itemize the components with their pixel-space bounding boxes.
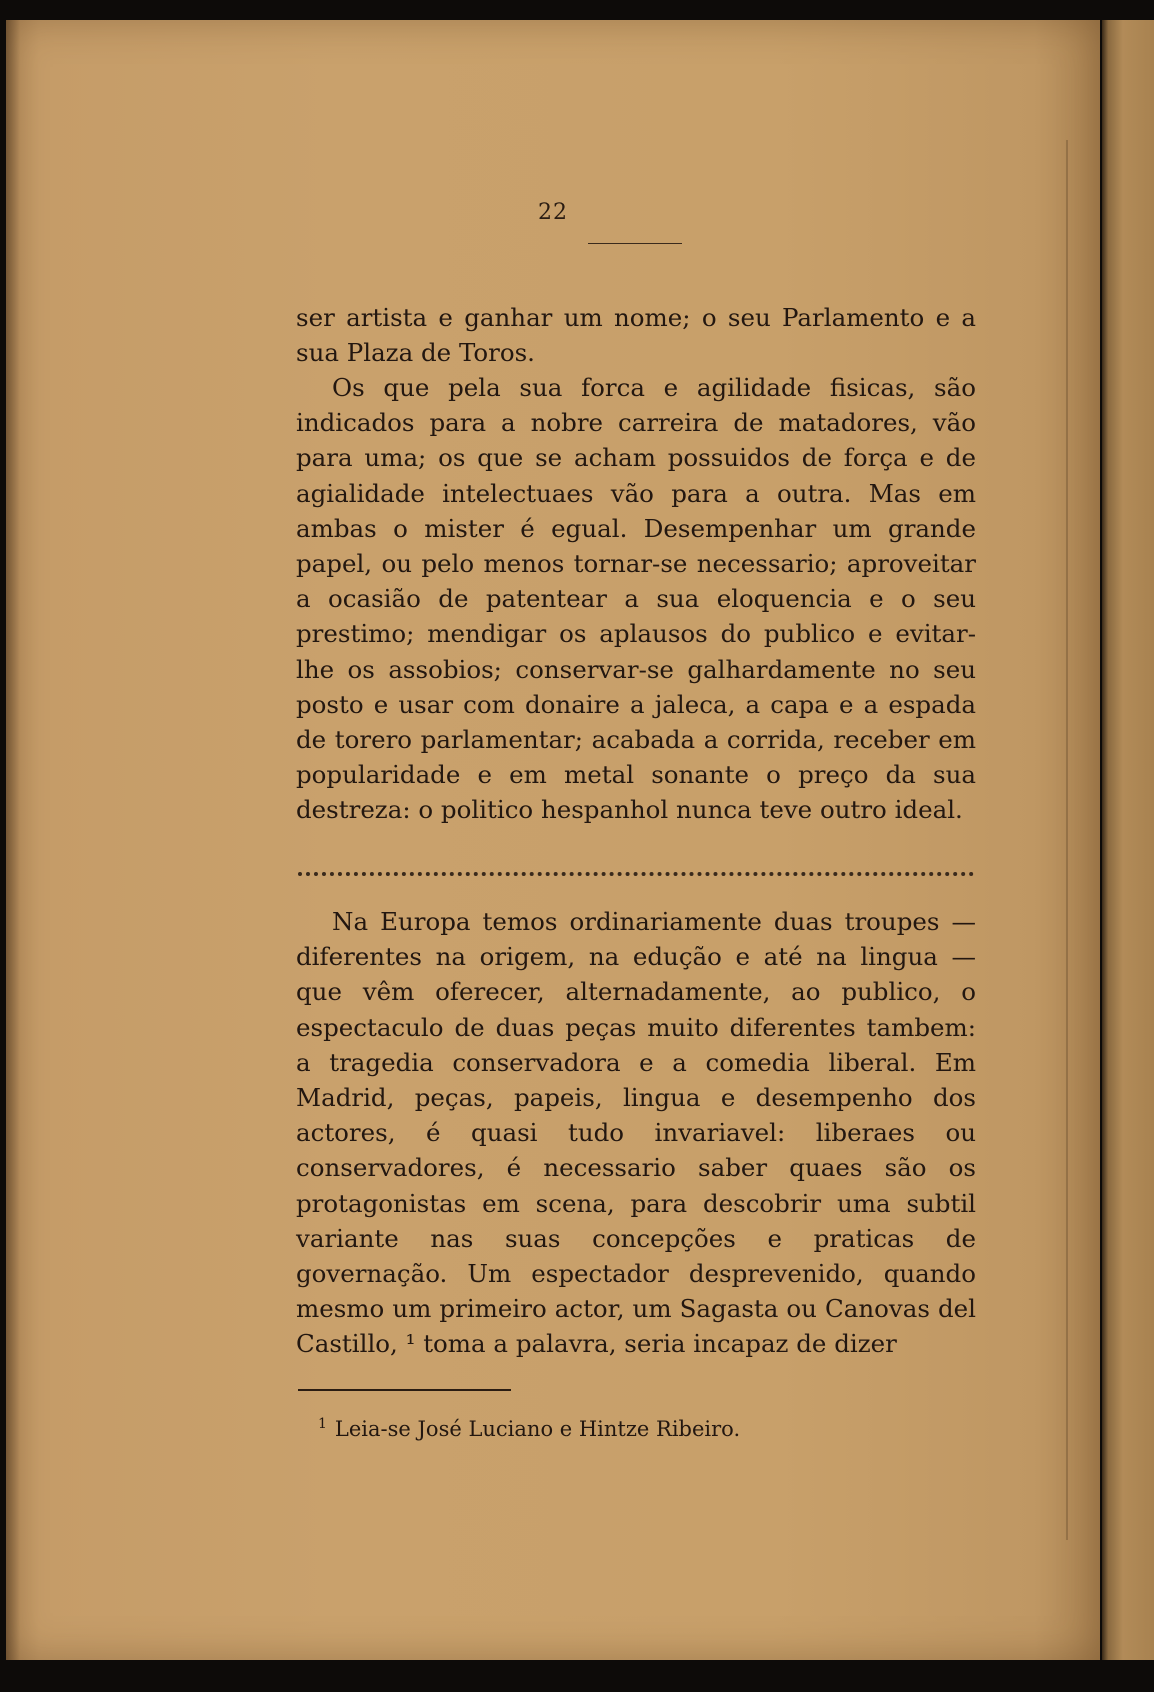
page-edge-shadow: [1066, 140, 1068, 1540]
paragraph-3: [296, 904, 976, 1362]
footnote: [318, 1410, 958, 1443]
paragraph-1: [296, 300, 976, 370]
adjacent-page-edge: [1102, 20, 1154, 1660]
page-number-rule: [588, 243, 682, 244]
page-number: 22: [538, 200, 568, 225]
paragraph-3-text: Na Europa temos ordinariamente duas troupes — diferentes na origem, na edução e até na lingua — que vêm oferecer, alternadamente, ao publico, o espectaculo de duas peças muito diferentes tambem: a tragedia conservadora e a comedia liberal. Em Madrid, peças, papeis, lingua e desempenho dos actores, é quasi tudo invariavel: liberaes ou conservadores, é necessario saber quaes são os protagonistas em scena, para descobrir uma subtil variante nas suas concepções e praticas de governação. Um espectador desprevenido, quando mesmo um primeiro actor, um Sagasta ou Canovas del Castillo, ¹ toma a palavra, seria incapaz de dizer: [296, 907, 976, 1359]
paragraph-1-text: ser artista e ganhar um nome; o seu Parlamento e a sua Plaza de Toros.: [296, 303, 976, 368]
footnote-marker: 1: [318, 1416, 327, 1432]
dotted-separator: [298, 872, 974, 876]
footnote-rule: [298, 1389, 511, 1391]
book-page: [6, 20, 1100, 1660]
paragraph-2: [296, 370, 976, 828]
footnote-text: Leia-se José Luciano e Hintze Ribeiro.: [334, 1417, 741, 1441]
paragraph-2-text: Os que pela sua forca e agilidade fisicas, são indicados para a nobre carreira de matadores, vão para uma; os que se acham possuidos de força e de agialidade intelectuaes vão para a outra. Mas em ambas o mister é egual. Desempenhar um grande papel, ou pelo menos tornar-se necessario; aproveitar a ocasião de patentear a sua eloquencia e o seu prestimo; mendigar os aplausos do publico e evitar-lhe os assobios; conservar-se galhardamente no seu posto e usar com donaire a jaleca, a capa e a espada de torero parlamentar; acabada a corrida, receber em popularidade e em metal sonante o preço da sua destreza: o politico hespanhol nunca teve outro ideal.: [296, 373, 976, 825]
